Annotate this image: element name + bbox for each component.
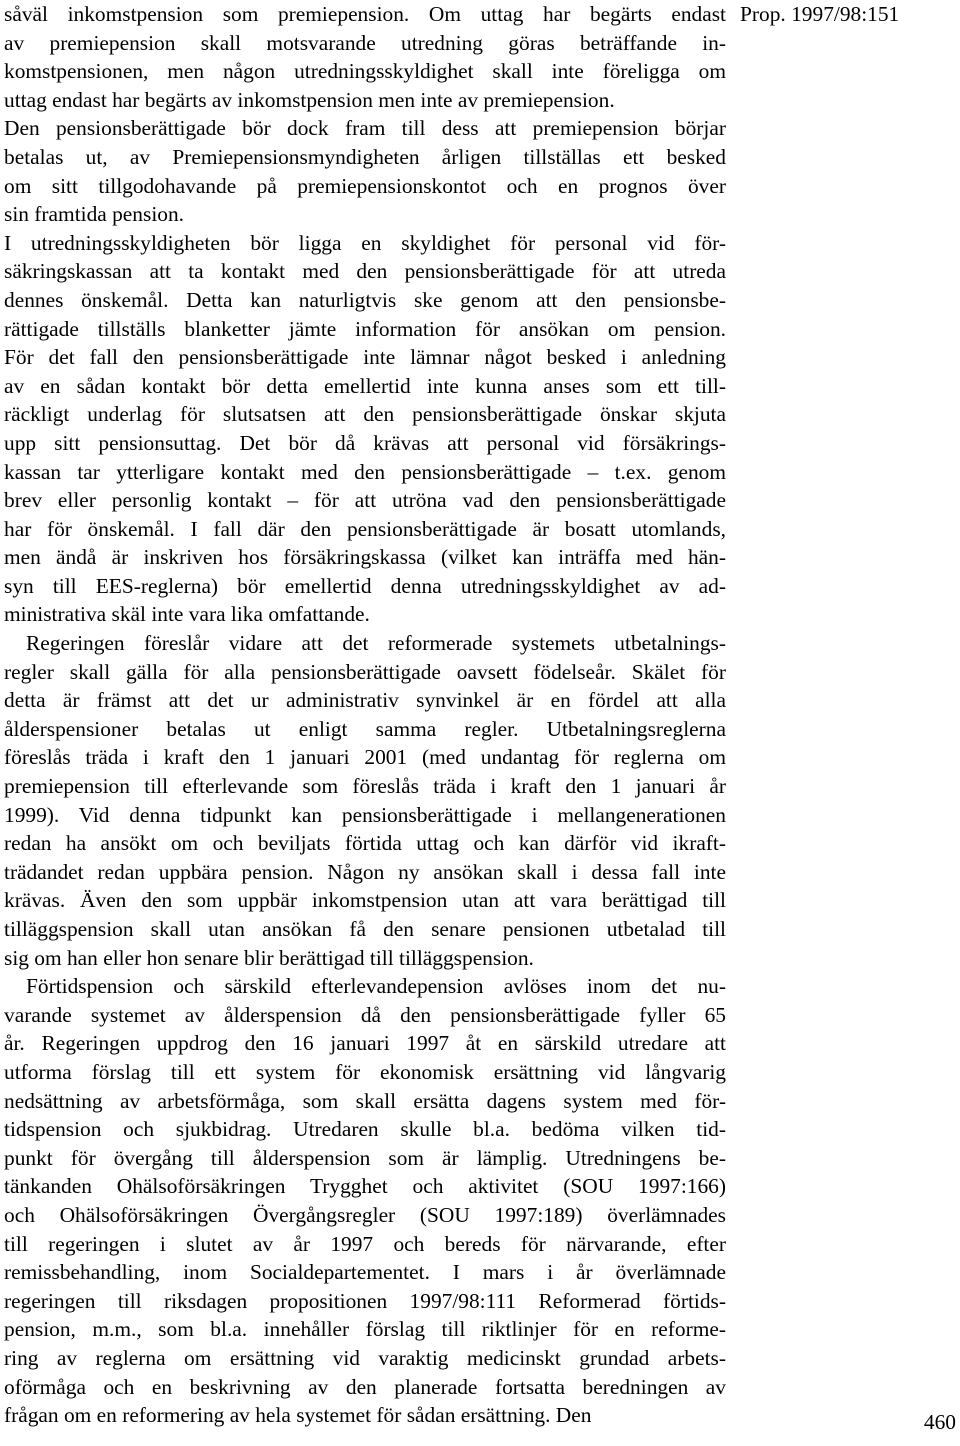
text-line: men ändå är inskriven hos försäkringskassa (vilket kan inträffa med hän- (4, 545, 726, 570)
text-line: av premiepension skall motsvarande utredning göras beträffande in- (4, 30, 726, 55)
text-line: om sitt tillgodohavande på premiepensionskontot och en prognos över (4, 173, 726, 198)
text-line: såväl inkomstpension som premiepension. Om uttag har begärts endast (4, 2, 726, 26)
paragraph (4, 0, 726, 114)
text-line: kassan tar ytterligare kontakt med den pensionsberättigade – t.ex. genom (4, 459, 726, 484)
text-line: Förtidspension och särskild efterlevandepension avlöses inom det nu- (26, 974, 726, 999)
text-line: föreslås träda i kraft den 1 januari 2001 (med undantag för reglerna om (4, 745, 726, 770)
text-line: och Ohälsoförsäkringen Övergångsregler (SOU 1997:189) överlämnades (4, 1202, 726, 1227)
text-line: till regeringen i slutet av år 1997 och bereds för närvarande, efter (4, 1231, 726, 1256)
text-line: trädandet redan uppbära pension. Någon ny ansökan skall i dessa fall inte (4, 859, 726, 884)
text-line: frågan om en reformering av hela systemet för sådan ersättning. Den (4, 1403, 592, 1428)
text-line: varande systemet av ålderspension då den pensionsberättigade fyller 65 (4, 1002, 726, 1027)
text-line: I utredningsskyldigheten bör ligga en skyldighet för personal vid för- (4, 230, 726, 255)
text-line: sin framtida pension. (4, 202, 185, 227)
text-line: ring av reglerna om ersättning vid varaktig medicinskt grundad arbets- (4, 1345, 726, 1370)
text-line: pension, m.m., som bl.a. innehåller förslag till riktlinjer för en reforme- (4, 1317, 726, 1342)
text-line: utforma förslag till ett system för ekonomisk ersättning vid långvarig (4, 1059, 726, 1084)
text-line: Den pensionsberättigade bör dock fram till dess att premiepension börjar (4, 116, 726, 141)
text-line: tidspension och sjukbidrag. Utredaren skulle bl.a. bedöma vilken tid- (4, 1117, 726, 1142)
text-line: dennes önskemål. Detta kan naturligtvis ske genom att den pensionsbe- (4, 287, 726, 312)
text-line: punkt för övergång till ålderspension som är lämplig. Utredningens be- (4, 1145, 726, 1170)
text-line: regeringen till riksdagen propositionen 1997/98:111 Reformerad förtids- (4, 1288, 726, 1313)
paragraph (4, 629, 726, 972)
text-line: syn till EES-reglerna) bör emellertid denna utredningsskyldighet av ad- (4, 573, 726, 598)
paragraph (4, 972, 726, 1430)
text-line: ministrativa skäl inte vara lika omfattande. (4, 602, 370, 627)
text-line: komstpensionen, men någon utredningsskyldighet skall inte föreligga om (4, 59, 726, 84)
text-line: brev eller personlig kontakt – för att utröna vad den pensionsberättigade (4, 488, 726, 513)
text-line: upp sitt pensionsuttag. Det bör då krävas att personal vid försäkrings- (4, 430, 726, 455)
text-line: tänkanden Ohälsoförsäkringen Trygghet och aktivitet (SOU 1997:166) (4, 1174, 726, 1199)
text-line: remissbehandling, inom Socialdepartementet. I mars i år överlämnade (4, 1260, 726, 1285)
text-line: regler skall gälla för alla pensionsberättigade oavsett födelseår. Skälet för (4, 659, 726, 684)
text-line: premiepension till efterlevande som föreslås träda i kraft den 1 januari år (4, 774, 726, 799)
text-line: rättigade tillställs blanketter jämte information för ansökan om pension. (4, 316, 726, 341)
text-line: sig om han eller hon senare blir berättigad till tilläggspension. (4, 945, 534, 970)
page-number: 460 (923, 1410, 956, 1434)
text-line: betalas ut, av Premiepensionsmyndigheten årligen tillställas ett besked (4, 144, 726, 169)
proposition-reference: Prop. 1997/98:151 (740, 2, 900, 26)
paragraph (4, 229, 726, 629)
text-line: tilläggspension skall utan ansökan få den senare pensionen utbetalad till (4, 917, 726, 941)
text-line: uttag endast har begärts av inkomstpension men inte av premiepension. (4, 87, 615, 112)
text-line: säkringskassan att ta kontakt med den pensionsberättigade för att utreda (4, 259, 726, 284)
text-line: oförmåga och en beskrivning av den planerade fortsatta beredningen av (4, 1374, 726, 1399)
text-line: 1999). Vid denna tidpunkt kan pensionsberättigade i mellangenerationen (4, 802, 726, 827)
text-line: redan ha ansökt om och beviljats förtida uttag och kan därför vid ikraft- (4, 831, 726, 856)
body-text (4, 0, 726, 1430)
text-line: krävas. Även den som uppbär inkomstpension utan att vara berättigad till (4, 888, 726, 913)
text-line: av en sådan kontakt bör detta emellertid inte kunna anses som ett till- (4, 373, 726, 398)
text-line: För det fall den pensionsberättigade inte lämnar något besked i anledning (4, 345, 726, 370)
text-line: nedsättning av arbetsförmåga, som skall ersätta dagens system med för- (4, 1088, 726, 1113)
text-line: har för önskemål. I fall där den pensionsberättigade är bosatt utomlands, (4, 516, 726, 541)
text-line: Regeringen föreslår vidare att det reformerade systemets utbetalnings- (26, 631, 726, 656)
text-line: räckligt underlag för slutsatsen att den pensionsberättigade önskar skjuta (4, 402, 726, 427)
text-line: ålderspensioner betalas ut enligt samma regler. Utbetalningsreglerna (4, 716, 726, 741)
paragraph (4, 114, 726, 228)
text-line: detta är främst att det ur administrativ synvinkel är en fördel att alla (4, 688, 726, 713)
text-line: år. Regeringen uppdrog den 16 januari 1997 åt en särskild utredare att (4, 1031, 726, 1056)
